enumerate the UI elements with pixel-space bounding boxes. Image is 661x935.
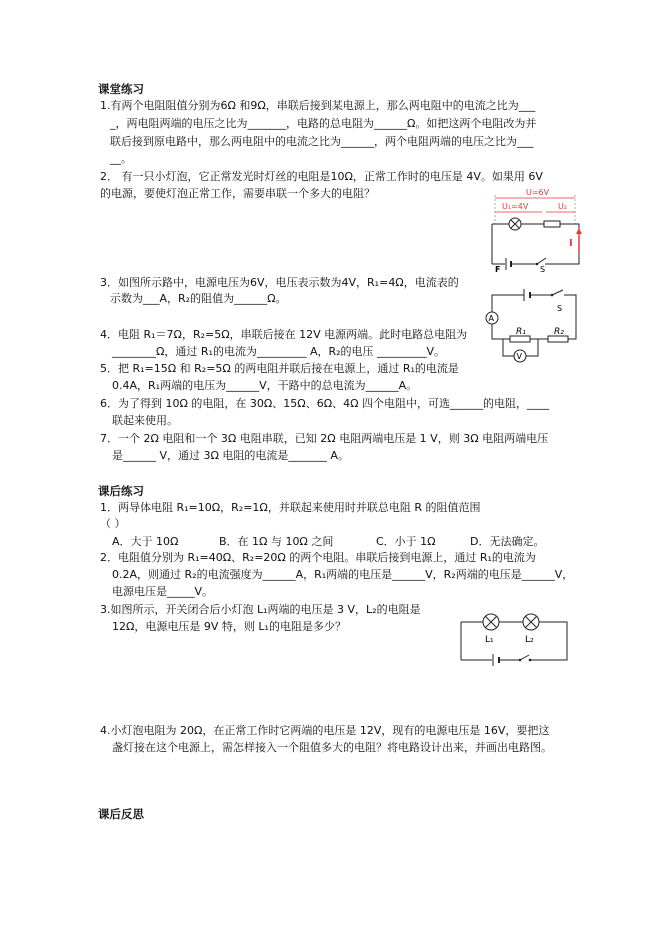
lamp-l1-icon [483, 614, 499, 630]
ammeter-icon [486, 312, 498, 324]
q6-line-1: 6．为了得到 10Ω 的电阻，在 30Ω、15Ω、6Ω、4Ω 四个电阻中，可选______的电阻，____ [100, 397, 550, 410]
q1-line-4: __。 [110, 152, 132, 165]
fig2-label-r1: R₁ [516, 327, 526, 337]
current-arrow-icon [576, 228, 582, 252]
fig2-label-r2: R₂ [554, 327, 564, 337]
fig1-label-f: F [495, 265, 501, 274]
q7-line-2: 是______ V，通过 3Ω 电阻的电流是_______ A。 [112, 449, 349, 462]
battery-icon [493, 654, 499, 666]
q1-line-1: 1.有两个电阻阻值分别为6Ω 和9Ω，串联后接到某电源上，那么两电阻中的电流之比为___ [100, 99, 536, 112]
q2-line-2: 的电源，要使灯泡正常工作，需要串联一个多大的电阻？ [100, 187, 375, 200]
battery-icon [506, 258, 511, 270]
q5-line-2: 0.4A，R₁两端的电压为______V，干路中的总电流为______A。 [112, 379, 418, 392]
battery-icon [524, 289, 530, 301]
lamp-icon [509, 218, 521, 230]
hw1-option-c: C．小于 1Ω [376, 535, 436, 548]
q4-line-1: 4．电阻 R₁＝7Ω，R₂=5Ω，串联后接在 12V 电源两端。此时电路总电阻为 [100, 328, 468, 341]
fig3-label-l1: L₁ [485, 635, 494, 645]
hw2-line-3: 电源电压是_____V。 [112, 585, 214, 598]
section-title-classwork: 课堂练习 [98, 82, 144, 96]
fig1-label-s: S [540, 265, 546, 274]
circuit-figure-2 [484, 291, 584, 365]
fig1-label-u: U=6V [526, 188, 550, 197]
q3-line-1: 3．如图所示路中，电源电压为6V，电压表示数为4V，R₁=4Ω，电流表的 [100, 276, 459, 289]
fig1-label-i: I [569, 238, 573, 249]
q4-line-2: ________Ω，通过 R₁的电流为_________ A，R₂的电压 _________V。 [112, 345, 446, 358]
circuit-figure-1 [488, 186, 588, 272]
q7-line-1: 7．一个 2Ω 电阻和一个 3Ω 电阻串联，已知 2Ω 电阻两端电压是 1 V，则 3Ω 电阻两端电压 [100, 432, 549, 445]
hw4-line-1: 4.小灯泡电阻为 20Ω，在正常工作时它两端的电压是 12V，现有的电源电压是 16V，要把这 [100, 724, 550, 737]
hw2-line-1: 2．电阻值分别为 R₁=40Ω、R₂=20Ω 的两个电阻。串联后接到电源上，通过 R₁的电流为 [100, 551, 536, 564]
q1-line-3: 联后接到原电路中，那么两电阻中的电流之比为______，两个电阻两端的电压之比为___ [110, 135, 534, 148]
fig3-label-l2: L₂ [525, 635, 534, 645]
switch-icon [551, 290, 563, 296]
fig1-label-u1: U₁=4V [502, 202, 529, 211]
hw1-option-b: B．在 1Ω 与 10Ω 之间 [219, 535, 334, 548]
hw4-line-2: 盏灯接在这个电源上，需怎样接入一个阻值多大的电阻？将电路设计出来，并画出电路图。 [112, 741, 552, 754]
circuit-figure-3 [459, 612, 569, 672]
fig1-label-u2: U₂ [558, 202, 568, 211]
resistor-icon [544, 221, 560, 227]
hw1-line-2: （ ） [100, 517, 126, 530]
hw3-line-2: 12Ω，电源电压是 9V 特，则 L₁的电阻是多少？ [112, 620, 346, 633]
fig2-label-v: V [516, 352, 522, 361]
section-title-homework: 课后练习 [98, 484, 144, 498]
hw1-line-1: 1．两导体电阻 R₁=10Ω，R₂=1Ω，并联起来使用时并联总电阻 R 的阻值范围 [100, 501, 481, 514]
q3-line-2: 示数为___A，R₂的阻值为______Ω。 [110, 292, 287, 305]
q2-line-1: 2． 有一只小灯泡，它正常发光时灯丝的电阻是10Ω，正常工作时的电压是 4V。如果用 6V [100, 170, 543, 183]
hw3-line-1: 3.如图所示，开关闭合后小灯泡 L₁两端的电压是 3 V，L₂的电阻是 [100, 603, 421, 616]
voltmeter-icon [514, 350, 526, 362]
section-title-reflection: 课后反思 [98, 807, 144, 821]
switch-icon [519, 655, 532, 661]
lamp-l2-icon [523, 614, 539, 630]
hw1-option-a: A．大于 10Ω [112, 535, 179, 548]
hw1-option-d: D．无法确定。 [470, 535, 545, 548]
q5-line-1: 5．把 R₁=15Ω 和 R₂=5Ω 的两电阻并联后接在电源上，通过 R₁的电流是 [100, 362, 459, 375]
q6-line-2: 联起来使用。 [112, 414, 178, 427]
fig2-label-a: A [488, 314, 494, 323]
hw2-line-2: 0.2A，则通过 R₂的电流强度为______A，R₁两端的电压是______V，R₂两端的电压是______V， [112, 568, 574, 581]
fig2-label-s: S [557, 304, 563, 313]
q1-line-2: _，两电阻两端的电压之比为_______，电路的总电阻为______Ω。如把这两个电阻改为并 [110, 117, 537, 130]
